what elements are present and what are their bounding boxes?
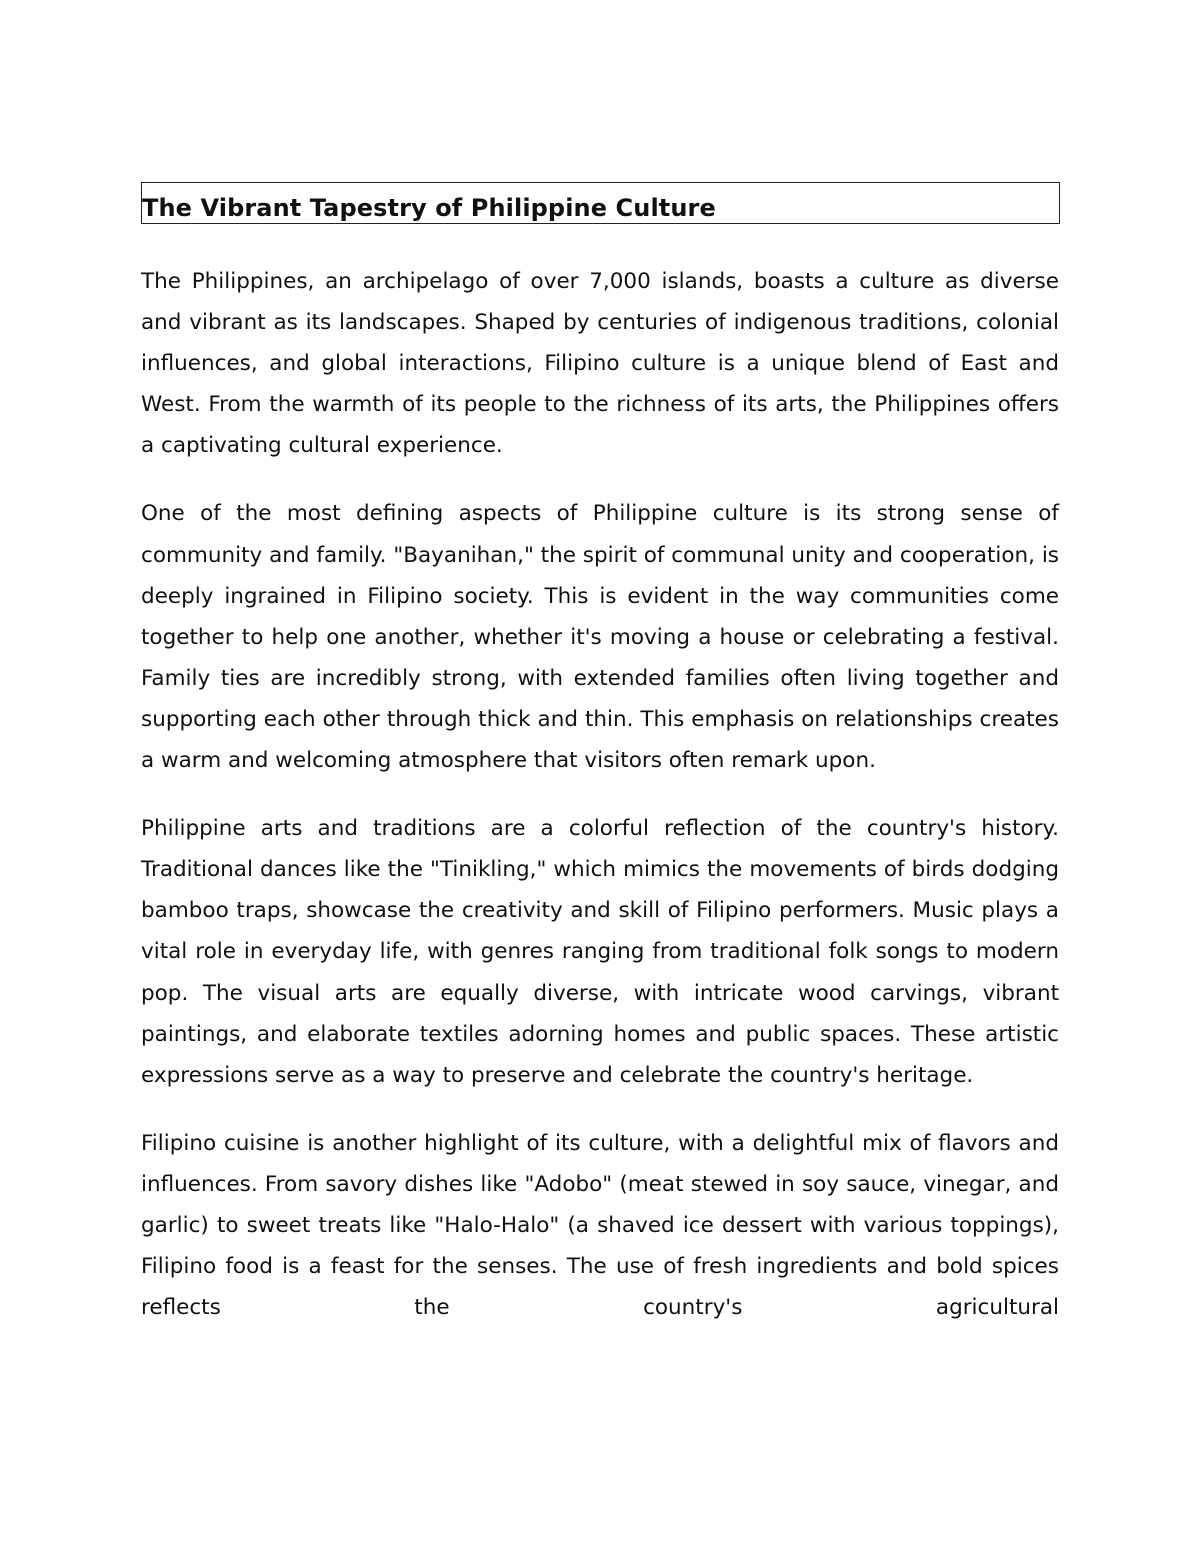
document-body [141, 182, 1059, 1328]
paragraph-intro: The Philippines, an archipelago of over 7,000 islands, boasts a culture as diverse and vibrant as its landscapes. Shaped by centuries of indigenous traditions, colonial influences, and global interactions, Filipino culture is a unique blend of East and West. From the warmth of its people to the richness of its arts, the Philippines offers a captivating cultural experience. [141, 269, 1059, 459]
paragraph-arts: Philippine arts and traditions are a colorful reflection of the country's history. Traditional dances like the "Tinikling," which mimics the movements of birds dodging bamboo traps, showcase the creativity and skill of Filipino performers. Music plays a vital role in everyday life, with genres ranging from traditional folk songs to modern pop. The visual arts are equally diverse, with intricate wood carvings, vibrant paintings, and elaborate textiles adorning homes and public spaces. These artistic expressions serve as a way to preserve and celebrate the country's heritage. [141, 816, 1059, 1088]
document-title: The Vibrant Tapestry of Philippine Culture [142, 194, 716, 222]
title-frame [141, 182, 1060, 224]
paragraph-cuisine: Filipino cuisine is another highlight of its culture, with a delightful mix of flavors and influences. From savory dishes like "Adobo" (meat stewed in soy sauce, vinegar, and garlic) to sweet treats like "Halo-Halo" (a shaved ice dessert with various toppings), Filipino food is a feast for the senses. The use of fresh ingredients and bold spices reflects the country's agricultural [141, 1130, 1059, 1321]
paragraph-community: One of the most defining aspects of Philippine culture is its strong sense of community and family. "Bayanihan," the spirit of communal unity and cooperation, is deeply ingrained in Filipino society. This is evident in the way communities come together to help one another, whether it's moving a house or celebrating a festival. Family ties are incredibly strong, with extended families often living together and supporting each other through thick and thin. This emphasis on relationships creates a warm and welcoming atmosphere that visitors often remark upon. [141, 501, 1059, 774]
